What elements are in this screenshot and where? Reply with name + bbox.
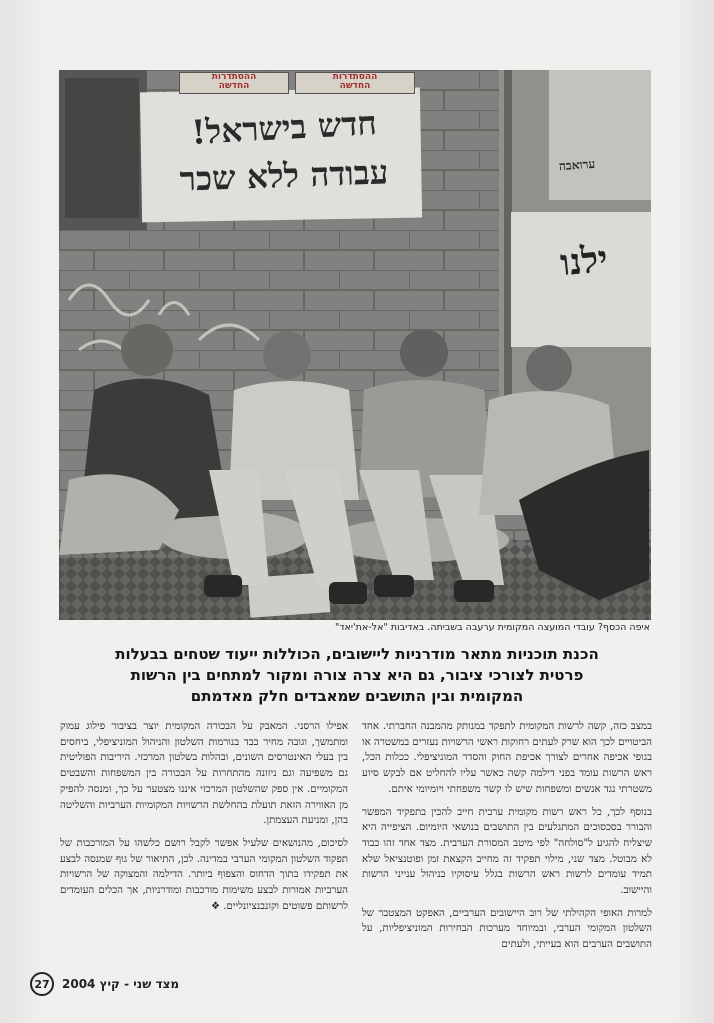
pull-quote-line: הכנת תוכניות מתאר מודרניות ליישובים, הכוללות ייעוד שטחים בבעלות (115, 645, 599, 663)
end-of-article-icon: ❖ (210, 900, 220, 912)
page-number: 27 (30, 972, 54, 996)
pull-quote-line: המקומית ובין התושבים שמאבדים חלק מאדמתם (190, 687, 524, 705)
paragraph: אפילו הרסני. המאבק על הבכורה המקומית יוצר בציבור פילוג עמוק ומתמשך, וגובה מחיר כבד בנורמות השלטון והניהול המוניציפלי, ביחסים בין בעלי האינטרסים השונים, ובהלות בשלטון המרכזי. היריבות הפוליטית גם משפיעה וגם ניזונה מהתחרות על הבכורה בין המשפחות והשבטים המקומיים. אין ספק שהשלטון המרכזי איננו מצטער על כך, ומנסה להפיק מן האווירה הזאת תועלת בהחלשת הרשויות המקומיות הערביות והשליטה בהן, ומניעת העצמתן. (60, 721, 348, 827)
paragraph: במצב כזה, קשה לרשות המקומית לתפקד במנותק מהמבנה החברתי. אחד הביטויים לכך הוא שרק לעתים רחוקות ראשי הרשויות נעזרים במשטרה או בגופי אכיפה אחרים לצורך אכיפת החוק והסדר המוניציפלי. ככלות הכל, ראש הרשות עומד בפני דילמה קשה כאשר עליו להחליט אם לבקש סיוע משטרתי נגד אנשים ומשפחות שיש לו קשר משפחתי ויומיומי איתם. (362, 721, 652, 795)
page-footer (30, 972, 179, 996)
paragraph-text: לסיכום, מהנושאים שלעיל אפשר לקבל רושם כלשהו על המורכבות של תפקוד השלטון המקומי הערבי במדינה. לכן, התיאור של גוף שמנסה לבצע את תפקידו בתוך הדחוס והצפוף ביותר. הדילמה והמצוקה של הרשויות הערביות אמורות לבצע משימות מורכבות ומודרניות, אך הכלים העומדים לרשותם פשוטים וקונבנציונליים. (60, 837, 348, 912)
protest-sign-line-2: עבודה ללא שכר (179, 152, 389, 199)
protest-sign-line-1: חדש בישראל! (190, 103, 378, 152)
publication-name: מצד שני - קיץ 2004 (62, 977, 180, 991)
strike-photo (59, 70, 651, 620)
article-column-right (362, 719, 652, 953)
union-banner-right: ההסתדרות החדשה (295, 72, 415, 94)
paragraph (60, 836, 348, 915)
photo-caption: איפה הכסף? עובדי המועצה המקומית ערעבה בשביתה. באדיבות "אל-את'יאד" (335, 622, 650, 633)
pull-quote-line: פרטית לצורכי ציבור, גם היא צרה צורה ומקור למתחים בין הרשות (130, 666, 584, 684)
paragraph: למרות האופי הקהילתי של רוב היישובים הערביים, האפקט המצטבר של השלטון המקומי הערבי, ובמיוחד מערכות הבחירות המוניציפליות, על התושבים הערבים הוא בעייתי, ולעתים (362, 907, 652, 951)
upper-right-scribble: ערואבה (558, 156, 596, 174)
right-wall-sign: ילנו (558, 237, 610, 285)
paragraph: בנוסף לכך, כל ראש רשות מקומית ערבית חייב להכין בתפקיד המפשר והבורר בסכסוכים המתגלעים בין התושבים בנושאי היומיום. הציפייה היא שיצליח להגיע ל"סולחה" לפי מיטב המסורת הערבית. מצד אחד זהו כבוד לא מבוטל. מצד שני, מילוי תפקיד זה מחייב הקצאת זמן ופוטנציאל שלא תמיד עומדים לרשות ראש הרשות בגלל עיסוקיו בניהול ענייני הרשות והיישוב. (362, 806, 652, 897)
union-banner-left: ההסתדרות החדשה (179, 72, 289, 94)
article-column-left (60, 719, 348, 914)
pull-quote (82, 644, 632, 707)
